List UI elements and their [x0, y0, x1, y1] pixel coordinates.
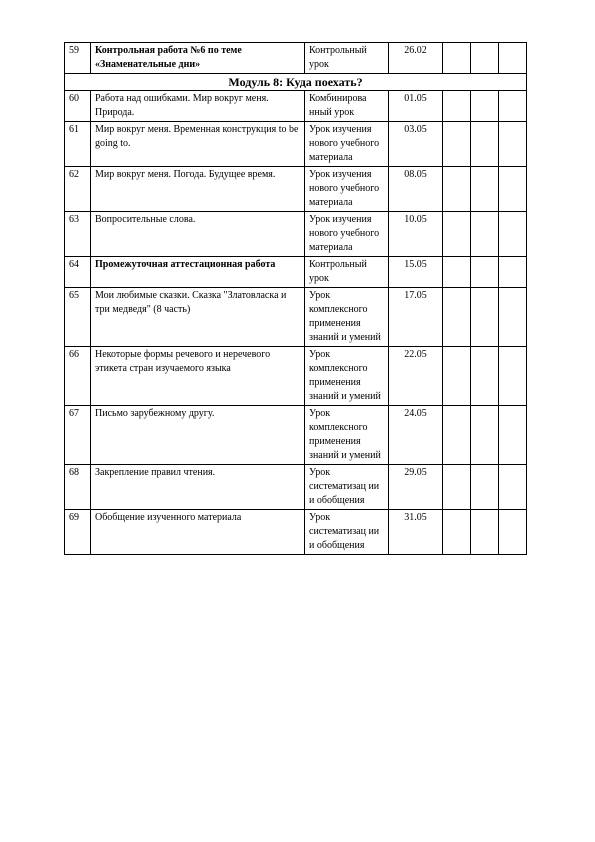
lesson-topic: Закрепление правил чтения.: [91, 465, 305, 510]
lesson-date: 08.05: [389, 167, 443, 212]
lesson-date: 29.05: [389, 465, 443, 510]
empty-cell-3: [499, 347, 527, 406]
empty-cell-1: [443, 122, 471, 167]
table-row: [65, 510, 527, 555]
empty-cell-2: [471, 167, 499, 212]
lesson-type: Урок систематизац ии и обобщения: [305, 465, 389, 510]
empty-cell-3: [499, 212, 527, 257]
table-body-after: [65, 91, 527, 555]
empty-cell-3: [499, 510, 527, 555]
empty-cell-2: [471, 212, 499, 257]
lesson-number: 67: [65, 406, 91, 465]
lesson-number: 62: [65, 167, 91, 212]
table-row: [65, 212, 527, 257]
empty-cell-1: [443, 212, 471, 257]
lesson-number: 69: [65, 510, 91, 555]
empty-cell-3: [499, 257, 527, 288]
empty-cell-3: [499, 288, 527, 347]
table-body-before: [65, 43, 527, 74]
empty-cell-2: [471, 122, 499, 167]
empty-cell-2: [471, 43, 499, 74]
empty-cell-3: [499, 406, 527, 465]
empty-cell-1: [443, 347, 471, 406]
empty-cell-2: [471, 347, 499, 406]
lesson-date: 31.05: [389, 510, 443, 555]
empty-cell-1: [443, 167, 471, 212]
lesson-number: 63: [65, 212, 91, 257]
lesson-topic: Некоторые формы речевого и неречевого этикета стран изучаемого языка: [91, 347, 305, 406]
table-row: [65, 167, 527, 212]
lesson-type: Контрольный урок: [305, 43, 389, 74]
lesson-type: Урок изучения нового учебного материала: [305, 122, 389, 167]
empty-cell-2: [471, 257, 499, 288]
empty-cell-1: [443, 43, 471, 74]
lesson-topic: Контрольная работа №6 по теме «Знаменательные дни»: [91, 43, 305, 74]
empty-cell-1: [443, 510, 471, 555]
lesson-number: 61: [65, 122, 91, 167]
empty-cell-1: [443, 91, 471, 122]
lesson-topic: Письмо зарубежному другу.: [91, 406, 305, 465]
table-row: [65, 91, 527, 122]
empty-cell-2: [471, 510, 499, 555]
empty-cell-2: [471, 288, 499, 347]
lesson-number: 64: [65, 257, 91, 288]
table-row: [65, 122, 527, 167]
module-header-row: [65, 74, 527, 91]
lesson-date: 17.05: [389, 288, 443, 347]
lesson-number: 68: [65, 465, 91, 510]
lesson-topic: Мои любимые сказки. Сказка "Златовласка и три медведя" (8 часть): [91, 288, 305, 347]
lesson-date: 26.02: [389, 43, 443, 74]
lesson-number: 65: [65, 288, 91, 347]
lesson-topic: Вопросительные слова.: [91, 212, 305, 257]
table-row: [65, 465, 527, 510]
empty-cell-3: [499, 167, 527, 212]
empty-cell-3: [499, 465, 527, 510]
lesson-type: Урок комплексного применения знаний и умений: [305, 406, 389, 465]
empty-cell-3: [499, 43, 527, 74]
lesson-topic: Работа над ошибками. Мир вокруг меня. Природа.: [91, 91, 305, 122]
lesson-plan-table: [64, 42, 527, 555]
lesson-date: 22.05: [389, 347, 443, 406]
lesson-topic: Обобщение изученного материала: [91, 510, 305, 555]
empty-cell-1: [443, 257, 471, 288]
lesson-topic: Мир вокруг меня. Погода. Будущее время.: [91, 167, 305, 212]
empty-cell-1: [443, 406, 471, 465]
table-row: [65, 288, 527, 347]
lesson-topic: Промежуточная аттестационная работа: [91, 257, 305, 288]
lesson-date: 15.05: [389, 257, 443, 288]
lesson-type: Контрольный урок: [305, 257, 389, 288]
lesson-type: Комбинирова нный урок: [305, 91, 389, 122]
lesson-topic: Мир вокруг меня. Временная конструкция to be going to.: [91, 122, 305, 167]
empty-cell-1: [443, 465, 471, 510]
table-row: [65, 347, 527, 406]
lesson-date: 24.05: [389, 406, 443, 465]
empty-cell-2: [471, 465, 499, 510]
lesson-number: 66: [65, 347, 91, 406]
empty-cell-2: [471, 406, 499, 465]
module-title: Модуль 8: Куда поехать?: [65, 74, 527, 91]
empty-cell-2: [471, 91, 499, 122]
lesson-type: Урок изучения нового учебного материала: [305, 212, 389, 257]
table-row: [65, 406, 527, 465]
lesson-type: Урок комплексного применения знаний и умений: [305, 347, 389, 406]
lesson-number: 60: [65, 91, 91, 122]
table-row: [65, 43, 527, 74]
table-row: [65, 257, 527, 288]
lesson-type: Урок комплексного применения знаний и умений: [305, 288, 389, 347]
module-header-section: [65, 74, 527, 91]
lesson-number: 59: [65, 43, 91, 74]
empty-cell-3: [499, 122, 527, 167]
lesson-date: 03.05: [389, 122, 443, 167]
lesson-date: 01.05: [389, 91, 443, 122]
empty-cell-1: [443, 288, 471, 347]
lesson-date: 10.05: [389, 212, 443, 257]
lesson-type: Урок систематизац ии и обобщения: [305, 510, 389, 555]
lesson-type: Урок изучения нового учебного материала: [305, 167, 389, 212]
empty-cell-3: [499, 91, 527, 122]
